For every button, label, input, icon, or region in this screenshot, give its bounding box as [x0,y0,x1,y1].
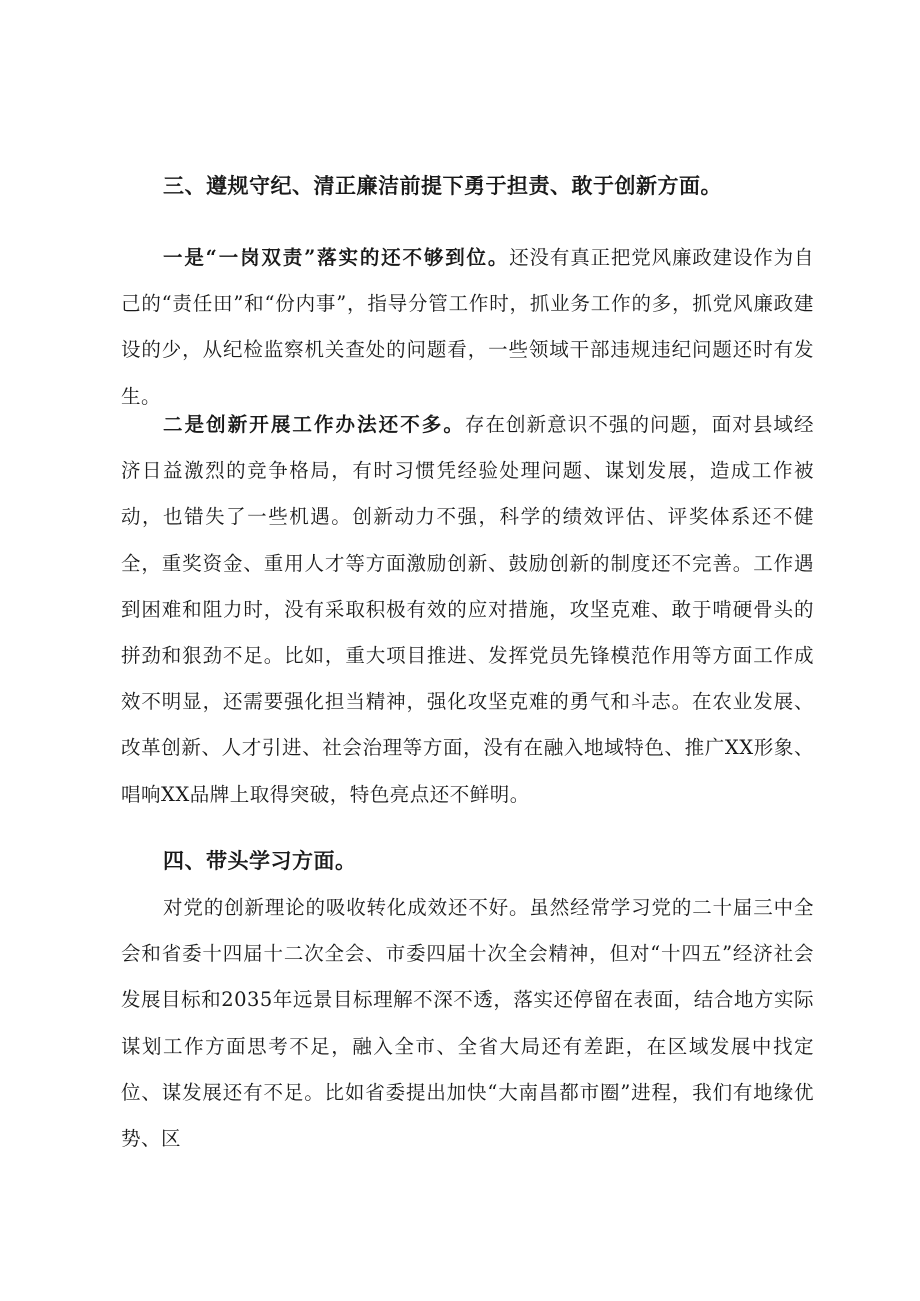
section-three-item-one [121,235,814,420]
item-one-body: 还没有真正把党风廉政建设作为自己的“责任田”和“份内事”，指导分管工作时，抓业务工作的多，抓党风廉政建设的少，从纪检监察机关查处的问题看，一些领域干部违规违纪问题还时有发生。 [121,246,814,408]
item-one-lead: 一是“一岗双责”落实的还不够到位。 [163,246,510,269]
section-three-heading: 三、遵规守纪、清正廉洁前提下勇于担责、敢于创新方面。 [163,174,722,198]
section-three-item-two [121,402,814,818]
item-two-body: 存在创新意识不强的问题，面对县域经济日益激烈的竞争格局，有时习惯凭经验处理问题、谋划发展，造成工作被动，也错失了一些机遇。创新动力不强，科学的绩效评估、评奖体系还不健全，重奖资金、重用人才等方面激励创新、鼓励创新的制度还不完善。工作遇到困难和阻力时，没有采取积极有效的应对措施，攻坚克难、敢于啃硬骨头的拼劲和狠劲不足。比如，重大项目推进、发挥党员先锋模范作用等方面工作成效不明显，还需要强化担当精神，强化攻坚克难的勇气和斗志。在农业发展、改革创新、人才引进、社会治理等方面，没有在融入地域特色、推广XX形象、唱响XX品牌上取得突破，特色亮点还不鲜明。 [121,413,814,806]
item-two-lead: 二是创新开展工作办法还不多。 [163,413,465,436]
section-four-paragraph: 对党的创新理论的吸收转化成效还不好。虽然经常学习党的二十届三中全会和省委十四届十二次全会、市委四届十次全会精神，但对“十四五”经济社会发展目标和2035年远景目标理解不深不透，落实还停留在表面，结合地方实际谋划工作方面思考不足，融入全市、全省大局还有差距，在区域发展中找定位、谋发展还有不足。比如省委提出加快“大南昌都市圈”进程，我们有地缘优势、区 [121,896,814,1151]
section-four-heading: 四、带头学习方面。 [163,849,357,873]
